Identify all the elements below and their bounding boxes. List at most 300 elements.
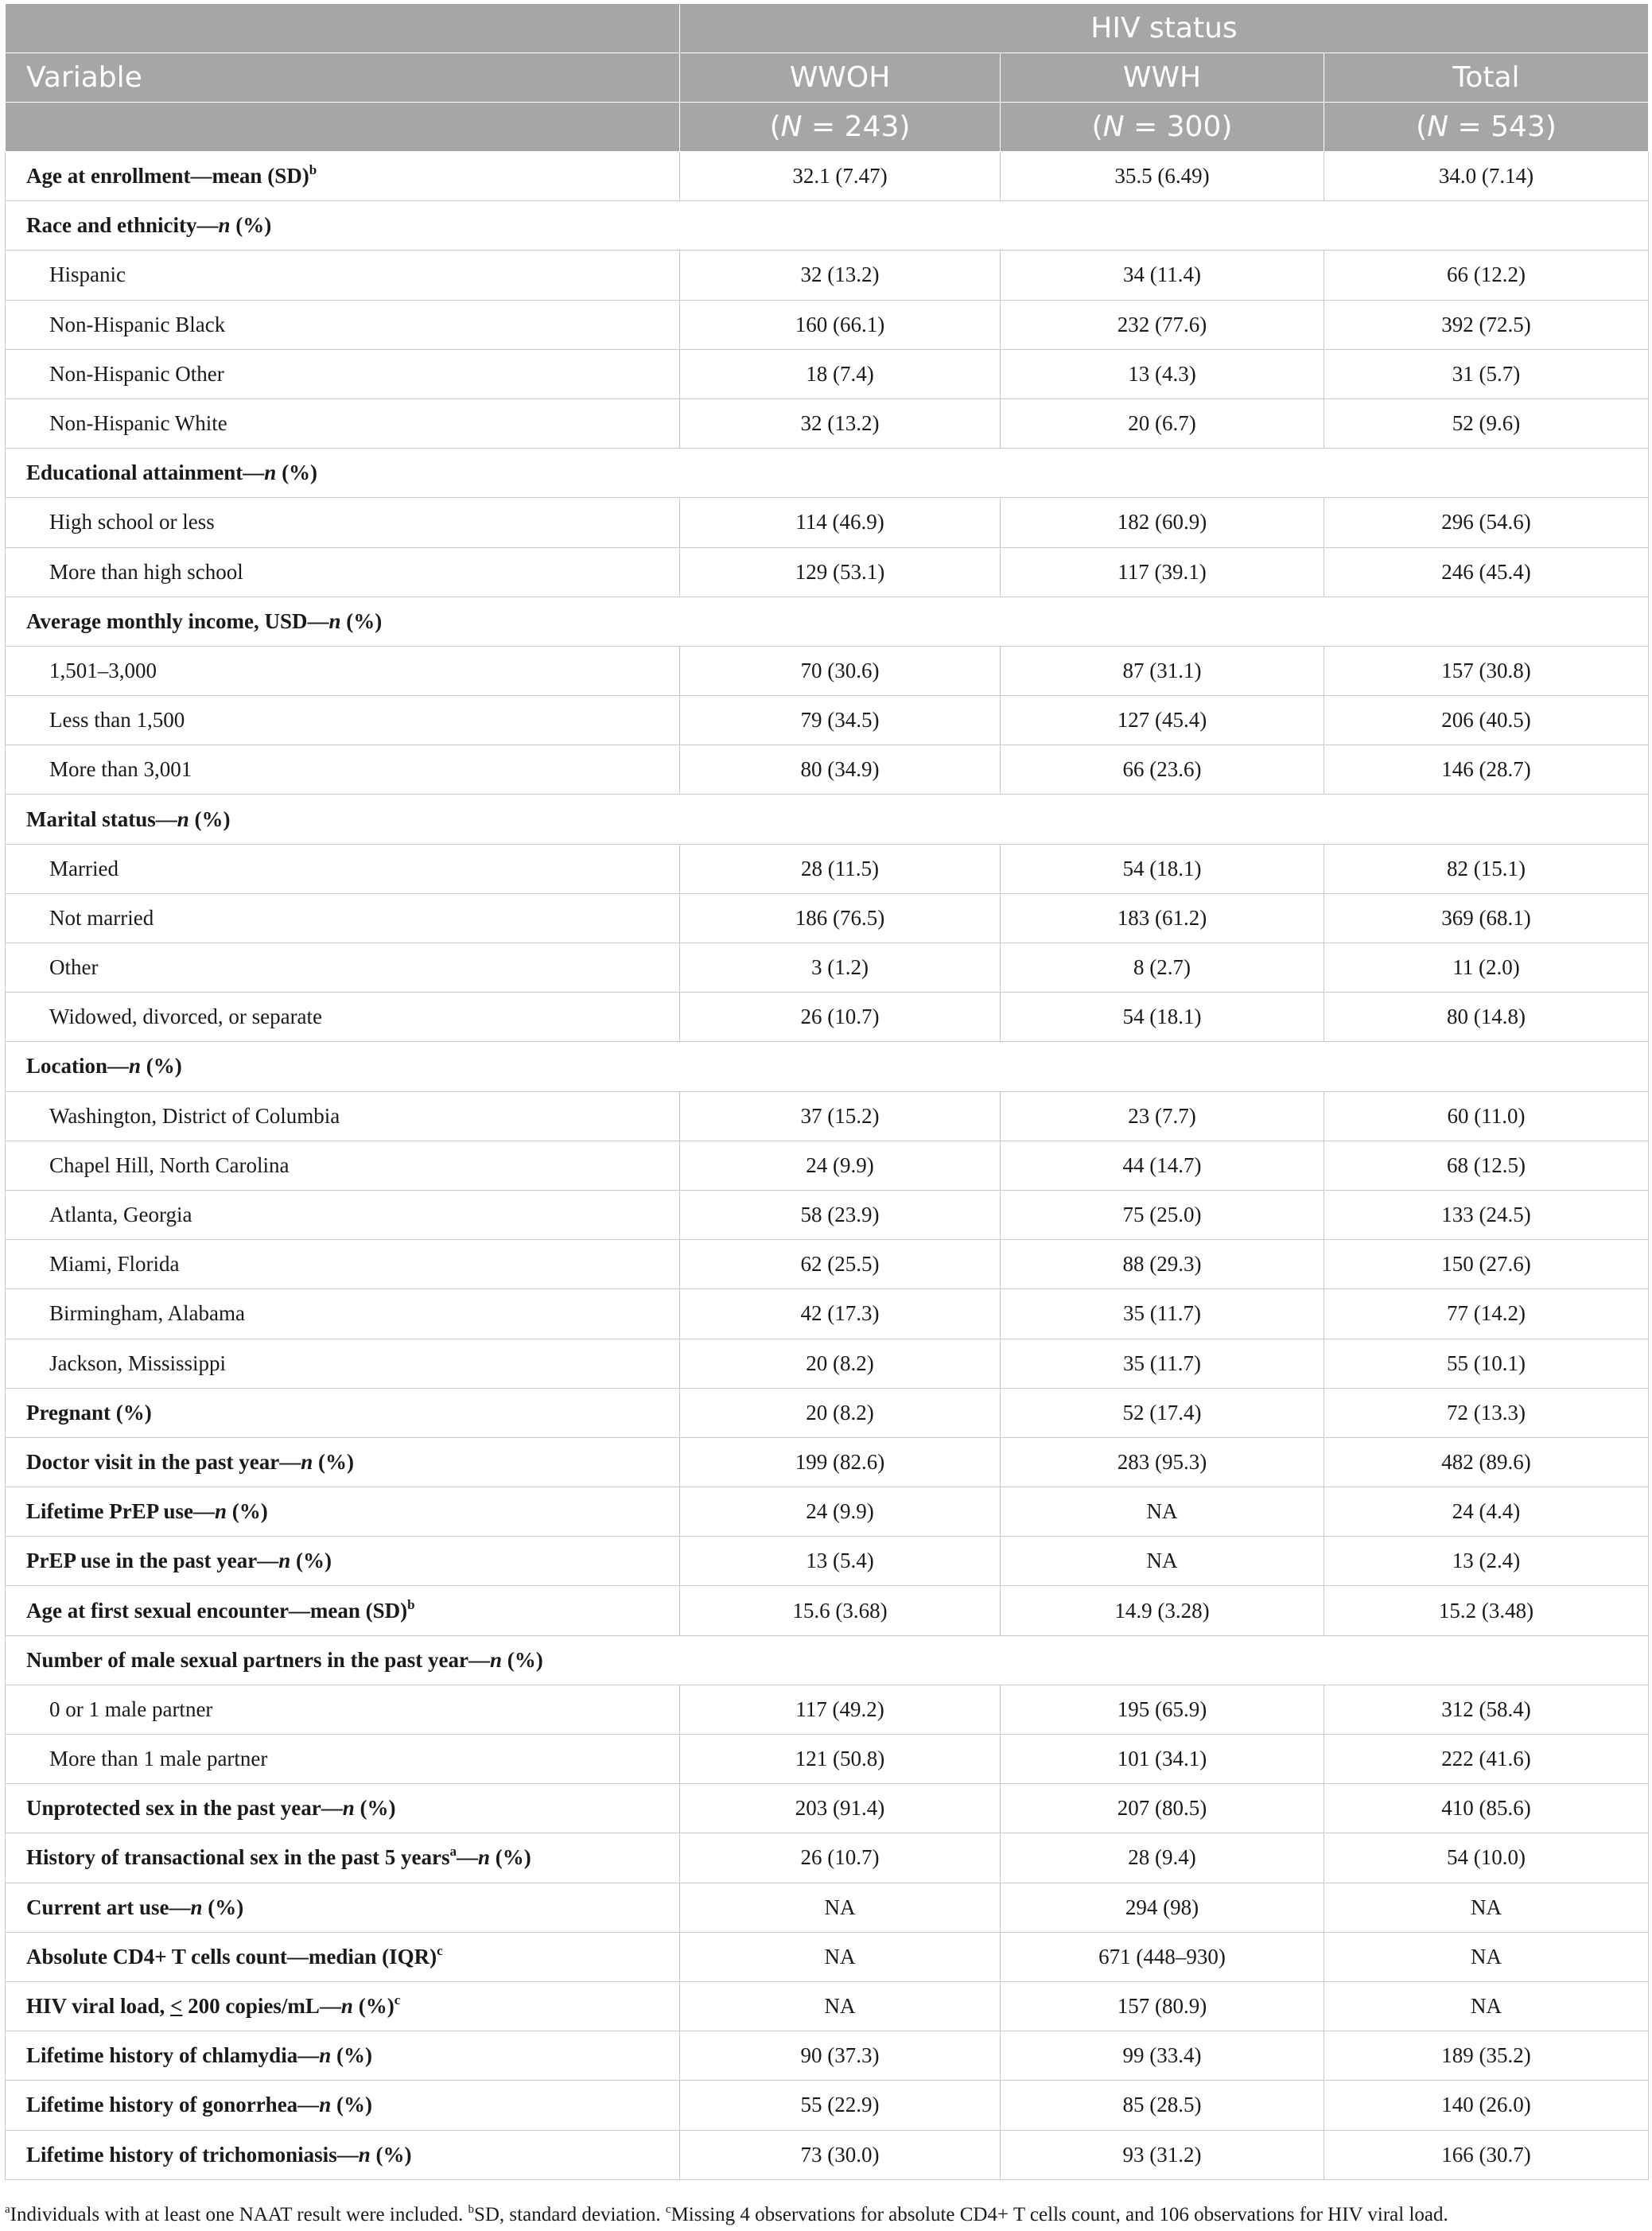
n-value: = 243) — [802, 111, 911, 143]
row-label — [6, 696, 680, 745]
cell-wwoh: 160 (66.1) — [680, 300, 1001, 349]
cell-wwh: 127 (45.4) — [1001, 696, 1324, 745]
cell-total: 140 (26.0) — [1324, 2081, 1649, 2130]
cell-wwh: 35 (11.7) — [1001, 1289, 1324, 1339]
header-n-wwh — [1001, 103, 1324, 152]
header-group-title: HIV status — [680, 4, 1649, 53]
label-suffix: (%) — [354, 1796, 396, 1821]
cell-wwh: 232 (77.6) — [1001, 300, 1324, 349]
table-row — [6, 993, 1649, 1042]
table-row — [6, 300, 1649, 349]
cell-wwh: 283 (95.3) — [1001, 1437, 1324, 1487]
cell-wwoh: 121 (50.8) — [680, 1735, 1001, 1784]
n-symbol: n — [358, 2142, 371, 2167]
row-label — [6, 498, 680, 547]
cell-total: 68 (12.5) — [1324, 1141, 1649, 1190]
label-text: Lifetime history of gonorrhea— — [26, 2093, 320, 2117]
table-row — [6, 498, 1649, 547]
label-text: Hispanic — [49, 262, 126, 287]
table-container — [5, 3, 1648, 2180]
cell-wwoh: 13 (5.4) — [680, 1537, 1001, 1586]
table-row — [6, 349, 1649, 398]
n-symbol: n — [177, 807, 189, 831]
cell-wwoh: 18 (7.4) — [680, 349, 1001, 398]
cell-wwh: 207 (80.5) — [1001, 1784, 1324, 1833]
label-text: 1,501–3,000 — [49, 658, 157, 682]
header-row-group — [6, 4, 1649, 53]
cell-wwh: 23 (7.7) — [1001, 1091, 1324, 1141]
cell-total: 52 (9.6) — [1324, 398, 1649, 448]
table-row — [6, 696, 1649, 745]
table-row — [6, 795, 1649, 844]
label-suffix: (%) — [313, 1449, 354, 1474]
header-n-total — [1324, 103, 1649, 152]
cell-wwh: 28 (9.4) — [1001, 1833, 1324, 1883]
label-text-2: 200 copies/mL— — [182, 1994, 341, 2019]
row-label — [6, 547, 680, 597]
table-row — [6, 1042, 1649, 1091]
label-text: Birmingham, Alabama — [49, 1301, 245, 1326]
n-prefix: ( — [1416, 111, 1428, 143]
cell-wwoh: NA — [680, 1981, 1001, 2031]
footnote-marker: c — [394, 1992, 401, 2008]
cell-wwoh: 79 (34.5) — [680, 696, 1001, 745]
cell-total: 31 (5.7) — [1324, 349, 1649, 398]
row-label — [6, 795, 1649, 844]
n-symbol: n — [477, 1845, 490, 1870]
cell-wwoh: 28 (11.5) — [680, 844, 1001, 893]
n-symbol: n — [129, 1054, 142, 1079]
row-label — [6, 2130, 680, 2179]
row-label — [6, 1635, 1649, 1685]
cell-wwoh: 32 (13.2) — [680, 251, 1001, 300]
cell-total: 206 (40.5) — [1324, 696, 1649, 745]
table-row — [6, 1635, 1649, 1685]
label-operator: < — [170, 1994, 183, 2019]
table-row — [6, 1735, 1649, 1784]
cell-wwoh: 90 (37.3) — [680, 2031, 1001, 2081]
label-suffix: (%) — [501, 1647, 543, 1672]
cell-wwh: 99 (33.4) — [1001, 2031, 1324, 2081]
label-text: Married — [49, 856, 119, 880]
label-text: High school or less — [49, 510, 215, 534]
row-label — [6, 2081, 680, 2130]
table-row — [6, 597, 1649, 646]
table-row — [6, 745, 1649, 795]
label-text: Washington, District of Columbia — [49, 1103, 340, 1128]
label-suffix: (%) — [226, 1499, 268, 1524]
cell-wwh: NA — [1001, 1487, 1324, 1537]
row-label — [6, 1240, 680, 1289]
cell-wwh: NA — [1001, 1537, 1324, 1586]
cell-wwoh: 32 (13.2) — [680, 398, 1001, 448]
cell-total: 54 (10.0) — [1324, 1833, 1649, 1883]
footnote-c-text: Missing 4 observations for absolute CD4+ T cells count, and 106 observations for HIV viral load. — [671, 2204, 1448, 2225]
cell-wwoh: 15.6 (3.68) — [680, 1586, 1001, 1635]
label-text: Age at first sexual encounter—mean (SD) — [26, 1598, 408, 1623]
footnote-a-text: Individuals with at least one NAAT result were included. — [10, 2204, 468, 2225]
table-row — [6, 646, 1649, 695]
cell-wwoh: 73 (30.0) — [680, 2130, 1001, 2179]
n-symbol: n — [319, 2093, 332, 2117]
cell-wwh: 183 (61.2) — [1001, 893, 1324, 943]
table-row — [6, 1190, 1649, 1239]
footnote-b-text: SD, standard deviation. — [473, 2204, 666, 2225]
label-suffix: (%) — [331, 2043, 372, 2068]
label-text: Jackson, Mississippi — [49, 1351, 227, 1375]
n-symbol: n — [278, 1549, 291, 1573]
label-text: Age at enrollment—mean (SD) — [26, 164, 309, 189]
cell-wwoh: 199 (82.6) — [680, 1437, 1001, 1487]
row-label — [6, 1586, 680, 1635]
cell-total: 80 (14.8) — [1324, 993, 1649, 1042]
n-symbol: n — [264, 461, 277, 485]
row-label — [6, 1833, 680, 1883]
cell-wwoh: 42 (17.3) — [680, 1289, 1001, 1339]
table-row — [6, 1685, 1649, 1734]
label-text: Unprotected sex in the past year— — [26, 1796, 343, 1821]
cell-total: NA — [1324, 1883, 1649, 1932]
label-text: Atlanta, Georgia — [49, 1203, 192, 1227]
cell-wwoh: 129 (53.1) — [680, 547, 1001, 597]
table-row — [6, 2031, 1649, 2081]
cell-total: 410 (85.6) — [1324, 1784, 1649, 1833]
cell-total: 312 (58.4) — [1324, 1685, 1649, 1734]
cell-wwh: 157 (80.9) — [1001, 1981, 1324, 2031]
cell-total: NA — [1324, 1932, 1649, 1981]
header-n-wwoh — [680, 103, 1001, 152]
row-label — [6, 201, 1649, 251]
table-footnote — [5, 2204, 1648, 2226]
table-row — [6, 1388, 1649, 1437]
n-symbol: n — [489, 1647, 502, 1672]
row-label — [6, 1487, 680, 1537]
label-text: Marital status— — [26, 807, 177, 831]
n-symbol: N — [1102, 111, 1125, 143]
row-label — [6, 646, 680, 695]
n-prefix: ( — [1091, 111, 1103, 143]
footnote-marker: b — [309, 162, 317, 178]
cell-wwh: 195 (65.9) — [1001, 1685, 1324, 1734]
cell-total: 296 (54.6) — [1324, 498, 1649, 547]
cell-total: 13 (2.4) — [1324, 1537, 1649, 1586]
table-row — [6, 1437, 1649, 1487]
label-text: Non-Hispanic Black — [49, 312, 226, 336]
table-header — [6, 4, 1649, 152]
footnote-marker: c — [437, 1942, 443, 1958]
cell-wwoh: 203 (91.4) — [680, 1784, 1001, 1833]
cell-wwoh: NA — [680, 1932, 1001, 1981]
cell-total: 157 (30.8) — [1324, 646, 1649, 695]
label-text: Doctor visit in the past year— — [26, 1449, 301, 1474]
table-row — [6, 1932, 1649, 1981]
table-row — [6, 201, 1649, 251]
table-row — [6, 943, 1649, 993]
row-label — [6, 1388, 680, 1437]
cell-wwoh: 70 (30.6) — [680, 646, 1001, 695]
label-suffix: (%) — [141, 1054, 182, 1079]
label-text: Absolute CD4+ T cells count—median (IQR) — [26, 1944, 437, 1969]
n-symbol: n — [218, 213, 231, 238]
label-text: Current art use— — [26, 1895, 191, 1919]
label-suffix: (%) — [340, 608, 383, 633]
label-suffix: (%) — [276, 461, 318, 485]
row-label — [6, 993, 680, 1042]
cell-total: 150 (27.6) — [1324, 1240, 1649, 1289]
header-blank-cell — [6, 103, 680, 152]
label-suffix: (%) — [490, 1845, 531, 1870]
n-value: = 543) — [1448, 111, 1557, 143]
footnote-c-marker: c — [665, 2203, 671, 2216]
header-blank-cell — [6, 4, 680, 53]
label-text: 0 or 1 male partner — [49, 1697, 213, 1721]
cell-wwoh: 32.1 (7.47) — [680, 152, 1001, 201]
table-row — [6, 2130, 1649, 2179]
cell-total: 222 (41.6) — [1324, 1735, 1649, 1784]
footnote-b-marker: b — [468, 2203, 474, 2216]
cell-wwoh: 26 (10.7) — [680, 993, 1001, 1042]
cell-wwoh: 3 (1.2) — [680, 943, 1001, 993]
label-text: Average monthly income, USD— — [26, 608, 329, 633]
cell-wwoh: 24 (9.9) — [680, 1487, 1001, 1537]
cell-wwoh: 20 (8.2) — [680, 1339, 1001, 1388]
row-label — [6, 1784, 680, 1833]
table-row — [6, 844, 1649, 893]
table-row — [6, 893, 1649, 943]
label-text: Miami, Florida — [49, 1252, 180, 1277]
cell-wwh: 8 (2.7) — [1001, 943, 1324, 993]
row-label — [6, 745, 680, 795]
row-label — [6, 300, 680, 349]
label-text: Non-Hispanic White — [49, 411, 227, 436]
header-col-wwh: WWH — [1001, 53, 1324, 103]
table-row — [6, 1487, 1649, 1537]
cell-total: 133 (24.5) — [1324, 1190, 1649, 1239]
table-row — [6, 1833, 1649, 1883]
table-row — [6, 1289, 1649, 1339]
cell-wwoh: 117 (49.2) — [680, 1685, 1001, 1734]
row-label — [6, 1289, 680, 1339]
table-row — [6, 251, 1649, 300]
cell-total: 55 (10.1) — [1324, 1339, 1649, 1388]
label-suffix: (%) — [370, 2142, 412, 2167]
label-text: Lifetime PrEP use— — [26, 1499, 215, 1524]
row-label — [6, 597, 1649, 646]
row-label — [6, 943, 680, 993]
n-symbol: n — [340, 1994, 353, 2019]
row-label — [6, 1042, 1649, 1091]
label-text: Pregnant (%) — [26, 1400, 152, 1424]
table-row — [6, 1091, 1649, 1141]
label-text: Number of male sexual partners in the past year— — [26, 1647, 490, 1672]
cell-total: 166 (30.7) — [1324, 2130, 1649, 2179]
cell-wwh: 54 (18.1) — [1001, 993, 1324, 1042]
header-col-total: Total — [1324, 53, 1649, 103]
cell-total: 60 (11.0) — [1324, 1091, 1649, 1141]
cell-total: 24 (4.4) — [1324, 1487, 1649, 1537]
row-label — [6, 893, 680, 943]
label-text: More than high school — [49, 559, 243, 584]
row-label — [6, 398, 680, 448]
label-text: PrEP use in the past year— — [26, 1549, 279, 1573]
cell-wwh: 34 (11.4) — [1001, 251, 1324, 300]
cell-total: 146 (28.7) — [1324, 745, 1649, 795]
cell-wwoh: 26 (10.7) — [680, 1833, 1001, 1883]
label-text: HIV viral load, — [26, 1994, 171, 2019]
table-body — [6, 152, 1649, 2180]
row-label — [6, 349, 680, 398]
label-suffix: (%) — [352, 1994, 395, 2019]
label-text: Other — [49, 955, 99, 980]
cell-wwh: 44 (14.7) — [1001, 1141, 1324, 1190]
row-label — [6, 251, 680, 300]
n-symbol: N — [780, 111, 803, 143]
row-label — [6, 1339, 680, 1388]
label-text: More than 3,001 — [49, 757, 192, 782]
label-text: Less than 1,500 — [49, 708, 185, 733]
n-symbol: n — [190, 1895, 203, 1919]
table-row — [6, 1141, 1649, 1190]
label-suffix: (%) — [202, 1895, 244, 1919]
row-label — [6, 1685, 680, 1734]
cell-total: 72 (13.3) — [1324, 1388, 1649, 1437]
label-text: Lifetime history of chlamydia— — [26, 2043, 320, 2068]
cell-wwh: 671 (448–930) — [1001, 1932, 1324, 1981]
label-suffix: (%) — [189, 807, 231, 831]
cell-wwh: 13 (4.3) — [1001, 349, 1324, 398]
cell-total: 392 (72.5) — [1324, 300, 1649, 349]
n-symbol: n — [342, 1796, 355, 1821]
cell-wwh: 54 (18.1) — [1001, 844, 1324, 893]
row-label — [6, 1437, 680, 1487]
label-text: Location— — [26, 1054, 130, 1079]
table-row — [6, 152, 1649, 201]
label-text: Chapel Hill, North Carolina — [49, 1152, 290, 1177]
cell-total: 82 (15.1) — [1324, 844, 1649, 893]
table-row — [6, 398, 1649, 448]
cell-total: 34.0 (7.14) — [1324, 152, 1649, 201]
row-label — [6, 1141, 680, 1190]
table-row — [6, 1883, 1649, 1932]
cell-wwh: 88 (29.3) — [1001, 1240, 1324, 1289]
n-symbol: N — [1427, 111, 1449, 143]
footnote-marker: a — [449, 1844, 457, 1860]
n-symbol: n — [301, 1449, 313, 1474]
cell-total: 77 (14.2) — [1324, 1289, 1649, 1339]
cell-wwoh: 186 (76.5) — [680, 893, 1001, 943]
cell-wwh: 35.5 (6.49) — [1001, 152, 1324, 201]
table-row — [6, 1537, 1649, 1586]
cell-wwoh: 20 (8.2) — [680, 1388, 1001, 1437]
header-variable: Variable — [6, 53, 680, 103]
label-text: Lifetime history of trichomoniasis— — [26, 2142, 359, 2167]
cell-wwh: 66 (23.6) — [1001, 745, 1324, 795]
cell-total: 246 (45.4) — [1324, 547, 1649, 597]
footnote-a-marker: a — [5, 2203, 10, 2216]
label-text: Race and ethnicity— — [26, 213, 219, 238]
cell-wwoh: 62 (25.5) — [680, 1240, 1001, 1289]
cell-wwh: 93 (31.2) — [1001, 2130, 1324, 2179]
cell-wwh: 87 (31.1) — [1001, 646, 1324, 695]
cell-wwh: 75 (25.0) — [1001, 1190, 1324, 1239]
cell-wwoh: NA — [680, 1883, 1001, 1932]
footnote-marker: b — [407, 1596, 415, 1612]
row-label — [6, 1981, 680, 2031]
table-row — [6, 1586, 1649, 1635]
cell-wwh: 52 (17.4) — [1001, 1388, 1324, 1437]
label-text: More than 1 male partner — [49, 1747, 268, 1771]
label-suffix: (%) — [230, 213, 272, 238]
cell-total: NA — [1324, 1981, 1649, 2031]
cell-wwoh: 55 (22.9) — [680, 2081, 1001, 2130]
label-dash: — — [456, 1845, 478, 1870]
row-label — [6, 844, 680, 893]
label-text: Educational attainment— — [26, 461, 265, 485]
cell-total: 482 (89.6) — [1324, 1437, 1649, 1487]
table-row — [6, 1981, 1649, 2031]
cell-total: 15.2 (3.48) — [1324, 1586, 1649, 1635]
cell-wwh: 117 (39.1) — [1001, 547, 1324, 597]
n-value: = 300) — [1124, 111, 1233, 143]
cell-wwoh: 58 (23.9) — [680, 1190, 1001, 1239]
row-label — [6, 449, 1649, 498]
label-text: Not married — [49, 905, 154, 930]
row-label — [6, 1883, 680, 1932]
table-row — [6, 1784, 1649, 1833]
cell-wwh: 20 (6.7) — [1001, 398, 1324, 448]
header-col-wwoh: WWOH — [680, 53, 1001, 103]
table-row — [6, 547, 1649, 597]
cell-wwh: 101 (34.1) — [1001, 1735, 1324, 1784]
header-row-columns — [6, 53, 1649, 103]
row-label — [6, 1190, 680, 1239]
cell-total: 189 (35.2) — [1324, 2031, 1649, 2081]
label-suffix: (%) — [331, 2093, 372, 2117]
cell-wwh: 14.9 (3.28) — [1001, 1586, 1324, 1635]
row-label — [6, 152, 680, 201]
label-text: Non-Hispanic Other — [49, 361, 224, 386]
cell-total: 66 (12.2) — [1324, 251, 1649, 300]
table-row — [6, 1339, 1649, 1388]
cell-wwoh: 24 (9.9) — [680, 1141, 1001, 1190]
row-label — [6, 1735, 680, 1784]
row-label — [6, 1537, 680, 1586]
cell-total: 369 (68.1) — [1324, 893, 1649, 943]
demographics-table — [5, 3, 1649, 2180]
cell-wwoh: 80 (34.9) — [680, 745, 1001, 795]
label-text: History of transactional sex in the past 5 years — [26, 1845, 450, 1870]
label-suffix: (%) — [290, 1549, 332, 1573]
table-row — [6, 449, 1649, 498]
row-label — [6, 2031, 680, 2081]
n-prefix: ( — [769, 111, 781, 143]
row-label — [6, 1091, 680, 1141]
cell-wwh: 182 (60.9) — [1001, 498, 1324, 547]
table-row — [6, 2081, 1649, 2130]
label-text: Widowed, divorced, or separate — [49, 1005, 323, 1029]
cell-wwoh: 114 (46.9) — [680, 498, 1001, 547]
n-symbol: n — [319, 2043, 332, 2068]
n-symbol: n — [214, 1499, 227, 1524]
cell-wwh: 85 (28.5) — [1001, 2081, 1324, 2130]
cell-total: 11 (2.0) — [1324, 943, 1649, 993]
cell-wwh: 294 (98) — [1001, 1883, 1324, 1932]
row-label — [6, 1932, 680, 1981]
cell-wwh: 35 (11.7) — [1001, 1339, 1324, 1388]
header-row-sample-size — [6, 103, 1649, 152]
n-symbol: n — [328, 608, 341, 633]
table-row — [6, 1240, 1649, 1289]
